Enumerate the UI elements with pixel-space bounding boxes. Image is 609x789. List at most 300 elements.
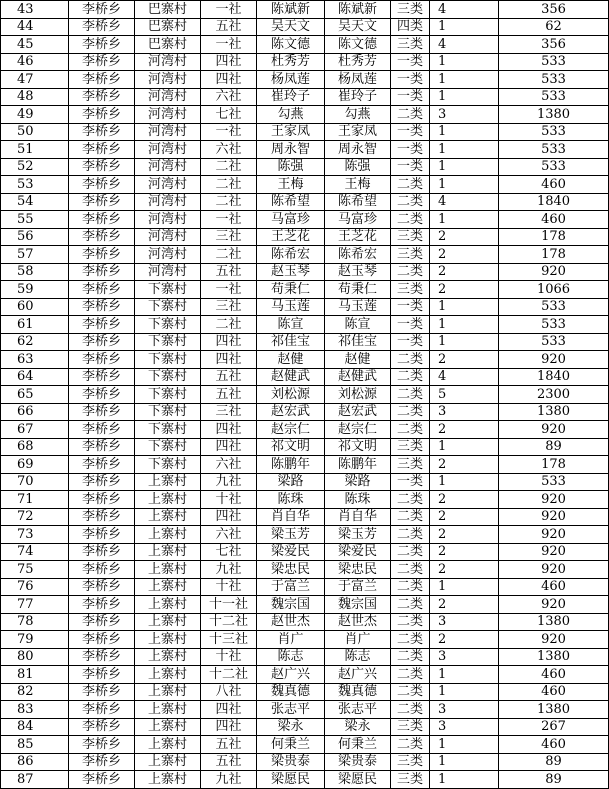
village-cell: 上寨村 xyxy=(135,508,201,526)
township-cell: 李桥乡 xyxy=(69,666,135,684)
head-name-cell: 梁忠民 xyxy=(257,561,325,579)
village-cell: 河湾村 xyxy=(135,193,201,211)
head-name-cell: 赵健武 xyxy=(257,368,325,386)
category-cell: 二类 xyxy=(391,701,430,719)
table-row xyxy=(1,508,609,526)
table-row xyxy=(1,631,609,649)
amount-cell: 178 xyxy=(499,456,609,474)
township-cell: 李桥乡 xyxy=(69,71,135,89)
row-number-cell: 54 xyxy=(1,193,69,211)
category-cell: 二类 xyxy=(391,193,430,211)
township-cell: 李桥乡 xyxy=(69,368,135,386)
persons-cell: 2 xyxy=(430,491,499,509)
group-cell: 六社 xyxy=(201,88,257,106)
group-cell: 十社 xyxy=(201,648,257,666)
village-cell: 上寨村 xyxy=(135,683,201,701)
category-cell: 一类 xyxy=(391,298,430,316)
category-cell: 二类 xyxy=(391,666,430,684)
group-cell: 二社 xyxy=(201,176,257,194)
category-cell: 二类 xyxy=(391,683,430,701)
township-cell: 李桥乡 xyxy=(69,683,135,701)
category-cell: 四类 xyxy=(391,18,430,36)
amount-cell: 2300 xyxy=(499,386,609,404)
persons-cell: 3 xyxy=(430,403,499,421)
township-cell: 李桥乡 xyxy=(69,456,135,474)
recipient-name-cell: 梁路 xyxy=(325,473,391,491)
recipient-name-cell: 赵世杰 xyxy=(325,613,391,631)
table-row xyxy=(1,351,609,369)
table-row xyxy=(1,613,609,631)
township-cell: 李桥乡 xyxy=(69,473,135,491)
group-cell: 五社 xyxy=(201,18,257,36)
persons-cell: 1 xyxy=(430,71,499,89)
village-cell: 巴寨村 xyxy=(135,18,201,36)
amount-cell: 62 xyxy=(499,18,609,36)
row-number-cell: 61 xyxy=(1,316,69,334)
village-cell: 河湾村 xyxy=(135,176,201,194)
head-name-cell: 杨凤莲 xyxy=(257,71,325,89)
category-cell: 一类 xyxy=(391,473,430,491)
category-cell: 二类 xyxy=(391,613,430,631)
village-cell: 上寨村 xyxy=(135,648,201,666)
recipient-name-cell: 陈志 xyxy=(325,648,391,666)
persons-cell: 1 xyxy=(430,211,499,229)
village-cell: 下寨村 xyxy=(135,351,201,369)
township-cell: 李桥乡 xyxy=(69,526,135,544)
row-number-cell: 51 xyxy=(1,141,69,159)
group-cell: 四社 xyxy=(201,333,257,351)
amount-cell: 533 xyxy=(499,88,609,106)
row-number-cell: 72 xyxy=(1,508,69,526)
row-number-cell: 58 xyxy=(1,263,69,281)
head-name-cell: 陈鹏年 xyxy=(257,456,325,474)
row-number-cell: 76 xyxy=(1,578,69,596)
head-name-cell: 刘松源 xyxy=(257,386,325,404)
township-cell: 李桥乡 xyxy=(69,561,135,579)
head-name-cell: 陈志 xyxy=(257,648,325,666)
row-number-cell: 80 xyxy=(1,648,69,666)
recipient-name-cell: 赵宏武 xyxy=(325,403,391,421)
amount-cell: 460 xyxy=(499,683,609,701)
township-cell: 李桥乡 xyxy=(69,263,135,281)
township-cell: 李桥乡 xyxy=(69,18,135,36)
row-number-cell: 47 xyxy=(1,71,69,89)
group-cell: 九社 xyxy=(201,473,257,491)
group-cell: 四社 xyxy=(201,718,257,736)
head-name-cell: 赵宏武 xyxy=(257,403,325,421)
row-number-cell: 86 xyxy=(1,753,69,771)
persons-cell: 2 xyxy=(430,228,499,246)
head-name-cell: 陈珠 xyxy=(257,491,325,509)
group-cell: 二社 xyxy=(201,158,257,176)
head-name-cell: 马富珍 xyxy=(257,211,325,229)
village-cell: 上寨村 xyxy=(135,526,201,544)
row-number-cell: 77 xyxy=(1,596,69,614)
table-row xyxy=(1,771,609,789)
table-row xyxy=(1,753,609,771)
persons-cell: 3 xyxy=(430,106,499,124)
amount-cell: 1840 xyxy=(499,368,609,386)
head-name-cell: 王梅 xyxy=(257,176,325,194)
row-number-cell: 84 xyxy=(1,718,69,736)
row-number-cell: 78 xyxy=(1,613,69,631)
head-name-cell: 陈宣 xyxy=(257,316,325,334)
village-cell: 上寨村 xyxy=(135,736,201,754)
table-row xyxy=(1,281,609,299)
amount-cell: 533 xyxy=(499,333,609,351)
township-cell: 李桥乡 xyxy=(69,596,135,614)
group-cell: 四社 xyxy=(201,71,257,89)
persons-cell: 2 xyxy=(430,263,499,281)
persons-cell: 4 xyxy=(430,1,499,19)
table-row xyxy=(1,53,609,71)
table-row xyxy=(1,368,609,386)
amount-cell: 460 xyxy=(499,736,609,754)
recipient-name-cell: 张志平 xyxy=(325,701,391,719)
village-cell: 上寨村 xyxy=(135,561,201,579)
persons-cell: 1 xyxy=(430,753,499,771)
village-cell: 下寨村 xyxy=(135,403,201,421)
amount-cell: 460 xyxy=(499,176,609,194)
persons-cell: 1 xyxy=(430,123,499,141)
amount-cell: 89 xyxy=(499,771,609,789)
persons-cell: 1 xyxy=(430,88,499,106)
group-cell: 十二社 xyxy=(201,613,257,631)
row-number-cell: 49 xyxy=(1,106,69,124)
township-cell: 李桥乡 xyxy=(69,158,135,176)
township-cell: 李桥乡 xyxy=(69,193,135,211)
persons-cell: 2 xyxy=(430,508,499,526)
table-row xyxy=(1,561,609,579)
recipient-name-cell: 魏宗国 xyxy=(325,596,391,614)
group-cell: 三社 xyxy=(201,403,257,421)
recipient-name-cell: 赵健 xyxy=(325,351,391,369)
township-cell: 李桥乡 xyxy=(69,736,135,754)
village-cell: 河湾村 xyxy=(135,71,201,89)
recipient-name-cell: 陈希望 xyxy=(325,193,391,211)
township-cell: 李桥乡 xyxy=(69,281,135,299)
category-cell: 二类 xyxy=(391,631,430,649)
group-cell: 七社 xyxy=(201,543,257,561)
recipient-name-cell: 杜秀芳 xyxy=(325,53,391,71)
group-cell: 九社 xyxy=(201,561,257,579)
amount-cell: 1066 xyxy=(499,281,609,299)
persons-cell: 1 xyxy=(430,578,499,596)
persons-cell: 1 xyxy=(430,771,499,789)
row-number-cell: 82 xyxy=(1,683,69,701)
category-cell: 一类 xyxy=(391,71,430,89)
recipient-name-cell: 王梅 xyxy=(325,176,391,194)
persons-cell: 3 xyxy=(430,718,499,736)
amount-cell: 533 xyxy=(499,316,609,334)
township-cell: 李桥乡 xyxy=(69,246,135,264)
row-number-cell: 45 xyxy=(1,36,69,54)
persons-cell: 2 xyxy=(430,246,499,264)
persons-cell: 1 xyxy=(430,18,499,36)
township-cell: 李桥乡 xyxy=(69,1,135,19)
row-number-cell: 73 xyxy=(1,526,69,544)
township-cell: 李桥乡 xyxy=(69,753,135,771)
row-number-cell: 85 xyxy=(1,736,69,754)
head-name-cell: 魏宗国 xyxy=(257,596,325,614)
amount-cell: 920 xyxy=(499,351,609,369)
township-cell: 李桥乡 xyxy=(69,88,135,106)
table-row xyxy=(1,491,609,509)
group-cell: 五社 xyxy=(201,263,257,281)
category-cell: 三类 xyxy=(391,281,430,299)
row-number-cell: 68 xyxy=(1,438,69,456)
persons-cell: 1 xyxy=(430,683,499,701)
category-cell: 一类 xyxy=(391,333,430,351)
head-name-cell: 崔玲子 xyxy=(257,88,325,106)
persons-cell: 1 xyxy=(430,176,499,194)
category-cell: 二类 xyxy=(391,526,430,544)
row-number-cell: 65 xyxy=(1,386,69,404)
township-cell: 李桥乡 xyxy=(69,543,135,561)
group-cell: 四社 xyxy=(201,421,257,439)
row-number-cell: 63 xyxy=(1,351,69,369)
recipient-name-cell: 陈鹏年 xyxy=(325,456,391,474)
recipient-name-cell: 陈珠 xyxy=(325,491,391,509)
village-cell: 上寨村 xyxy=(135,666,201,684)
village-cell: 下寨村 xyxy=(135,281,201,299)
category-cell: 二类 xyxy=(391,386,430,404)
persons-cell: 2 xyxy=(430,543,499,561)
group-cell: 一社 xyxy=(201,123,257,141)
group-cell: 四社 xyxy=(201,53,257,71)
recipient-name-cell: 赵玉琴 xyxy=(325,263,391,281)
township-cell: 李桥乡 xyxy=(69,298,135,316)
township-cell: 李桥乡 xyxy=(69,701,135,719)
village-cell: 下寨村 xyxy=(135,333,201,351)
category-cell: 二类 xyxy=(391,561,430,579)
recipient-name-cell: 陈强 xyxy=(325,158,391,176)
group-cell: 一社 xyxy=(201,1,257,19)
township-cell: 李桥乡 xyxy=(69,53,135,71)
village-cell: 上寨村 xyxy=(135,473,201,491)
persons-cell: 2 xyxy=(430,421,499,439)
amount-cell: 533 xyxy=(499,473,609,491)
amount-cell: 1380 xyxy=(499,106,609,124)
village-cell: 河湾村 xyxy=(135,211,201,229)
category-cell: 三类 xyxy=(391,1,430,19)
head-name-cell: 魏真德 xyxy=(257,683,325,701)
persons-cell: 2 xyxy=(430,561,499,579)
recipient-name-cell: 肖广 xyxy=(325,631,391,649)
township-cell: 李桥乡 xyxy=(69,491,135,509)
persons-cell: 5 xyxy=(430,386,499,404)
category-cell: 三类 xyxy=(391,438,430,456)
row-number-cell: 60 xyxy=(1,298,69,316)
row-number-cell: 74 xyxy=(1,543,69,561)
table-row xyxy=(1,71,609,89)
village-cell: 上寨村 xyxy=(135,701,201,719)
persons-cell: 2 xyxy=(430,456,499,474)
persons-cell: 4 xyxy=(430,368,499,386)
amount-cell: 356 xyxy=(499,36,609,54)
group-cell: 七社 xyxy=(201,106,257,124)
category-cell: 三类 xyxy=(391,246,430,264)
category-cell: 三类 xyxy=(391,718,430,736)
amount-cell: 920 xyxy=(499,421,609,439)
village-cell: 上寨村 xyxy=(135,543,201,561)
persons-cell: 3 xyxy=(430,701,499,719)
group-cell: 十一社 xyxy=(201,596,257,614)
persons-cell: 1 xyxy=(430,333,499,351)
table-row xyxy=(1,701,609,719)
amount-cell: 89 xyxy=(499,438,609,456)
amount-cell: 533 xyxy=(499,123,609,141)
recipient-name-cell: 崔玲子 xyxy=(325,88,391,106)
amount-cell: 920 xyxy=(499,631,609,649)
category-cell: 二类 xyxy=(391,421,430,439)
township-cell: 李桥乡 xyxy=(69,106,135,124)
table-row xyxy=(1,176,609,194)
village-cell: 河湾村 xyxy=(135,88,201,106)
township-cell: 李桥乡 xyxy=(69,36,135,54)
table-row xyxy=(1,526,609,544)
category-cell: 二类 xyxy=(391,491,430,509)
recipient-name-cell: 王家凤 xyxy=(325,123,391,141)
township-cell: 李桥乡 xyxy=(69,123,135,141)
persons-cell: 2 xyxy=(430,631,499,649)
persons-cell: 1 xyxy=(430,438,499,456)
table-row xyxy=(1,158,609,176)
table-row xyxy=(1,36,609,54)
persons-cell: 4 xyxy=(430,193,499,211)
amount-cell: 533 xyxy=(499,71,609,89)
recipient-name-cell: 梁爱民 xyxy=(325,543,391,561)
recipient-name-cell: 于富兰 xyxy=(325,578,391,596)
table-row xyxy=(1,683,609,701)
category-cell: 二类 xyxy=(391,106,430,124)
category-cell: 二类 xyxy=(391,596,430,614)
village-cell: 上寨村 xyxy=(135,491,201,509)
village-cell: 河湾村 xyxy=(135,141,201,159)
township-cell: 李桥乡 xyxy=(69,771,135,789)
persons-cell: 1 xyxy=(430,298,499,316)
recipient-name-cell: 苟秉仁 xyxy=(325,281,391,299)
group-cell: 十社 xyxy=(201,578,257,596)
table-row xyxy=(1,246,609,264)
persons-cell: 1 xyxy=(430,141,499,159)
village-cell: 上寨村 xyxy=(135,753,201,771)
category-cell: 三类 xyxy=(391,228,430,246)
category-cell: 二类 xyxy=(391,508,430,526)
village-cell: 河湾村 xyxy=(135,263,201,281)
table-row xyxy=(1,88,609,106)
recipient-name-cell: 祁文明 xyxy=(325,438,391,456)
amount-cell: 178 xyxy=(499,246,609,264)
recipient-name-cell: 梁忠民 xyxy=(325,561,391,579)
village-cell: 河湾村 xyxy=(135,228,201,246)
row-number-cell: 52 xyxy=(1,158,69,176)
head-name-cell: 马玉莲 xyxy=(257,298,325,316)
group-cell: 六社 xyxy=(201,141,257,159)
group-cell: 三社 xyxy=(201,228,257,246)
row-number-cell: 57 xyxy=(1,246,69,264)
recipient-name-cell: 马富珍 xyxy=(325,211,391,229)
village-cell: 巴寨村 xyxy=(135,1,201,19)
amount-cell: 920 xyxy=(499,263,609,281)
head-name-cell: 苟秉仁 xyxy=(257,281,325,299)
recipient-name-cell: 马玉莲 xyxy=(325,298,391,316)
group-cell: 六社 xyxy=(201,526,257,544)
persons-cell: 1 xyxy=(430,53,499,71)
row-number-cell: 71 xyxy=(1,491,69,509)
village-cell: 河湾村 xyxy=(135,123,201,141)
village-cell: 巴寨村 xyxy=(135,36,201,54)
group-cell: 四社 xyxy=(201,438,257,456)
table-row xyxy=(1,666,609,684)
village-cell: 下寨村 xyxy=(135,368,201,386)
persons-cell: 1 xyxy=(430,158,499,176)
head-name-cell: 陈希望 xyxy=(257,193,325,211)
head-name-cell: 梁路 xyxy=(257,473,325,491)
township-cell: 李桥乡 xyxy=(69,228,135,246)
group-cell: 四社 xyxy=(201,508,257,526)
township-cell: 李桥乡 xyxy=(69,386,135,404)
head-name-cell: 赵广兴 xyxy=(257,666,325,684)
village-cell: 下寨村 xyxy=(135,438,201,456)
recipient-name-cell: 赵广兴 xyxy=(325,666,391,684)
persons-cell: 2 xyxy=(430,526,499,544)
table-row xyxy=(1,228,609,246)
category-cell: 二类 xyxy=(391,263,430,281)
table-row xyxy=(1,386,609,404)
village-cell: 上寨村 xyxy=(135,771,201,789)
village-cell: 下寨村 xyxy=(135,316,201,334)
township-cell: 李桥乡 xyxy=(69,176,135,194)
amount-cell: 89 xyxy=(499,753,609,771)
head-name-cell: 梁爱民 xyxy=(257,543,325,561)
table-row xyxy=(1,456,609,474)
category-cell: 二类 xyxy=(391,578,430,596)
group-cell: 三社 xyxy=(201,298,257,316)
table-row xyxy=(1,298,609,316)
group-cell: 一社 xyxy=(201,211,257,229)
head-name-cell: 肖自华 xyxy=(257,508,325,526)
head-name-cell: 赵宗仁 xyxy=(257,421,325,439)
amount-cell: 920 xyxy=(499,526,609,544)
recipient-name-cell: 吴天文 xyxy=(325,18,391,36)
village-cell: 上寨村 xyxy=(135,718,201,736)
township-cell: 李桥乡 xyxy=(69,631,135,649)
category-cell: 二类 xyxy=(391,176,430,194)
head-name-cell: 杜秀芳 xyxy=(257,53,325,71)
recipient-name-cell: 赵健武 xyxy=(325,368,391,386)
group-cell: 二社 xyxy=(201,246,257,264)
row-number-cell: 48 xyxy=(1,88,69,106)
table-row xyxy=(1,543,609,561)
category-cell: 一类 xyxy=(391,158,430,176)
amount-cell: 267 xyxy=(499,718,609,736)
recipient-name-cell: 陈文德 xyxy=(325,36,391,54)
row-number-cell: 69 xyxy=(1,456,69,474)
row-number-cell: 55 xyxy=(1,211,69,229)
persons-cell: 3 xyxy=(430,613,499,631)
amount-cell: 1840 xyxy=(499,193,609,211)
township-cell: 李桥乡 xyxy=(69,211,135,229)
amount-cell: 920 xyxy=(499,491,609,509)
persons-cell: 1 xyxy=(430,666,499,684)
recipient-name-cell: 魏真德 xyxy=(325,683,391,701)
head-name-cell: 陈斌新 xyxy=(257,1,325,19)
table-row xyxy=(1,421,609,439)
village-cell: 下寨村 xyxy=(135,456,201,474)
township-cell: 李桥乡 xyxy=(69,141,135,159)
head-name-cell: 张志平 xyxy=(257,701,325,719)
